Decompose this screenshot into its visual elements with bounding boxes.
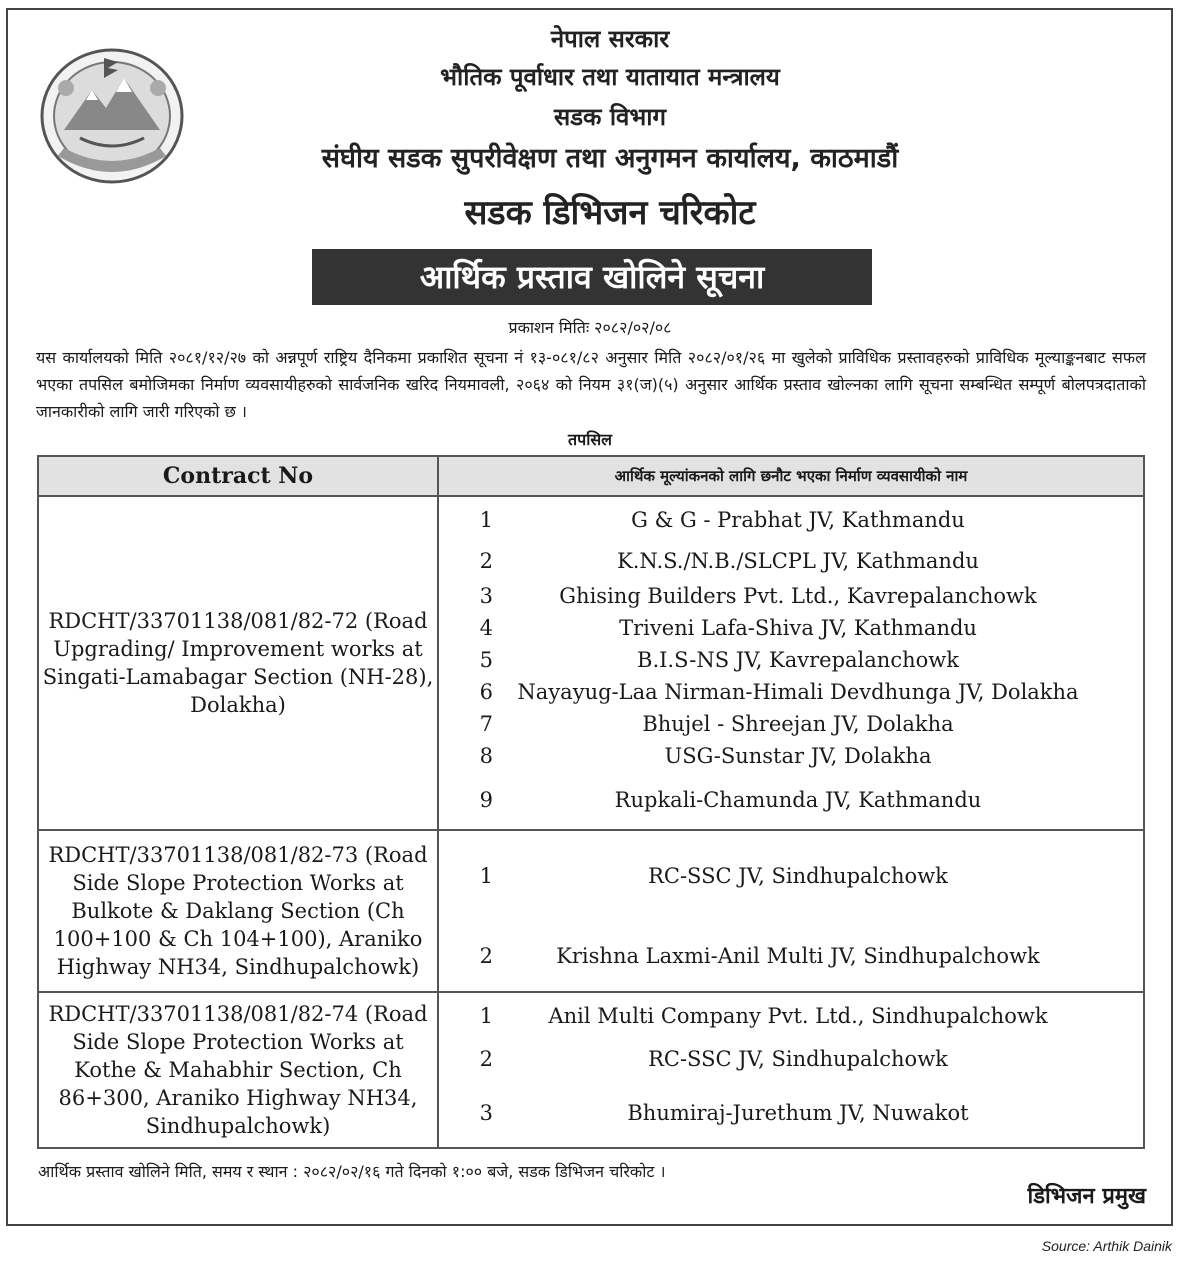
list-item: 8 USG-Sunstar JV, Dolakha <box>479 744 932 768</box>
header-department: सडक विभाग <box>553 103 666 131</box>
list-item: 7 Bhujel - Shreejan JV, Dolakha <box>479 712 954 736</box>
header-division: सडक डिभिजन चरिकोट <box>464 193 756 233</box>
firms-header: आर्थिक मूल्यांकनको लागि छनौट भएका निर्माण व्यवसायीको नाम <box>438 456 1144 496</box>
list-item: 2 K.N.S./N.B./SLCPL JV, Kathmandu <box>479 549 979 573</box>
notice-paragraph: यस कार्यालयको मिति २०८१/१२/२७ को अन्नपूर्ण राष्ट्रिय दैनिकमा प्रकाशित सूचना नं १३-०८१/८२ अनुसार मिति २०८२/०१/२६ मा खुलेको प्राविधिक प्रस्तावहरुको प्राविधिक मूल्याङ्कनबाट सफल भएका तपसिल बमोजिमका निर्माण व्यवसायीहरुको सार्वजनिक खरिद नियमावली, २०६४ को नियम ३१(ज)(५) अनुसार आर्थिक प्रस्ताव खोल्नका लागि सूचना सम्बन्धित सम्पूर्ण बोलपत्रदाताको जानकारीको लागि जारी गरिएको छ । <box>36 348 1146 421</box>
contract-no-header: Contract No <box>38 456 438 496</box>
nepal-emblem-icon <box>34 38 190 186</box>
contract-cell: RDCHT/33701138/081/82-73 (Road Side Slope Protection Works at Bulkote & Daklang Section (Ch 100+100 & Ch 104+100), Araniko Highway NH34, Sindhupalchowk) <box>38 830 438 992</box>
header-office: संघीय सडक सुपरीवेक्षण तथा अनुगमन कार्यालय, काठमाडौं <box>321 143 899 174</box>
list-item: 1 RC-SSC JV, Sindhupalchowk <box>479 864 948 888</box>
contracts-table <box>37 455 1145 1149</box>
notice-title-banner: आर्थिक प्रस्ताव खोलिने सूचना <box>312 249 872 305</box>
list-item: 1 Anil Multi Company Pvt. Ltd., Sindhupalchowk <box>479 1004 1048 1028</box>
list-item: 4 Triveni Lafa-Shiva JV, Kathmandu <box>479 616 977 640</box>
firms-cell <box>438 830 1144 992</box>
list-item: 2 Krishna Laxmi-Anil Multi JV, Sindhupalchowk <box>479 944 1040 968</box>
opening-date-time-place: आर्थिक प्रस्ताव खोलिने मिति, समय र स्थान : २०८२/०२/१६ गते दिनको १:०० बजे, सडक डिभिजन चरिकोट । <box>38 1162 666 1181</box>
table-row <box>38 830 1144 992</box>
list-item: 5 B.I.S-NS JV, Kavrepalanchowk <box>479 648 959 672</box>
table-row <box>38 496 1144 830</box>
list-item: 3 Bhumiraj-Jurethum JV, Nuwakot <box>479 1101 969 1125</box>
header-ministry: भौतिक पूर्वाधार तथा यातायात मन्त्रालय <box>440 63 780 91</box>
firms-cell <box>438 496 1144 830</box>
list-item: 9 Rupkali-Chamunda JV, Kathmandu <box>479 788 982 812</box>
contract-cell: RDCHT/33701138/081/82-74 (Road Side Slope Protection Works at Kothe & Mahabhir Section, Ch 86+300, Araniko Highway NH34, Sindhupalchowk) <box>38 992 438 1148</box>
list-item: 6 Nayayug-Laa Nirman-Himali Devdhunga JV, Dolakha <box>479 680 1079 704</box>
table-row <box>38 992 1144 1148</box>
list-item: 1 G & G - Prabhat JV, Kathmandu <box>479 508 965 532</box>
firms-cell <box>438 992 1144 1148</box>
list-item: 2 RC-SSC JV, Sindhupalchowk <box>479 1047 948 1071</box>
schedule-label: तपसिल <box>567 430 613 449</box>
contract-cell: RDCHT/33701138/081/82-72 (Road Upgrading/ Improvement works at Singati-Lamabagar Section (NH-28), Dolakha) <box>38 496 438 830</box>
list-item: 3 Ghising Builders Pvt. Ltd., Kavrepalanchowk <box>479 584 1037 608</box>
source-credit: Source: Arthik Dainik <box>1041 1238 1172 1254</box>
signature-division-chief: डिभिजन प्रमुख <box>1027 1184 1146 1209</box>
publication-date: प्रकाशन मितिः २०८२/०२/०८ <box>508 318 672 337</box>
header-government: नेपाल सरकार <box>550 25 670 53</box>
